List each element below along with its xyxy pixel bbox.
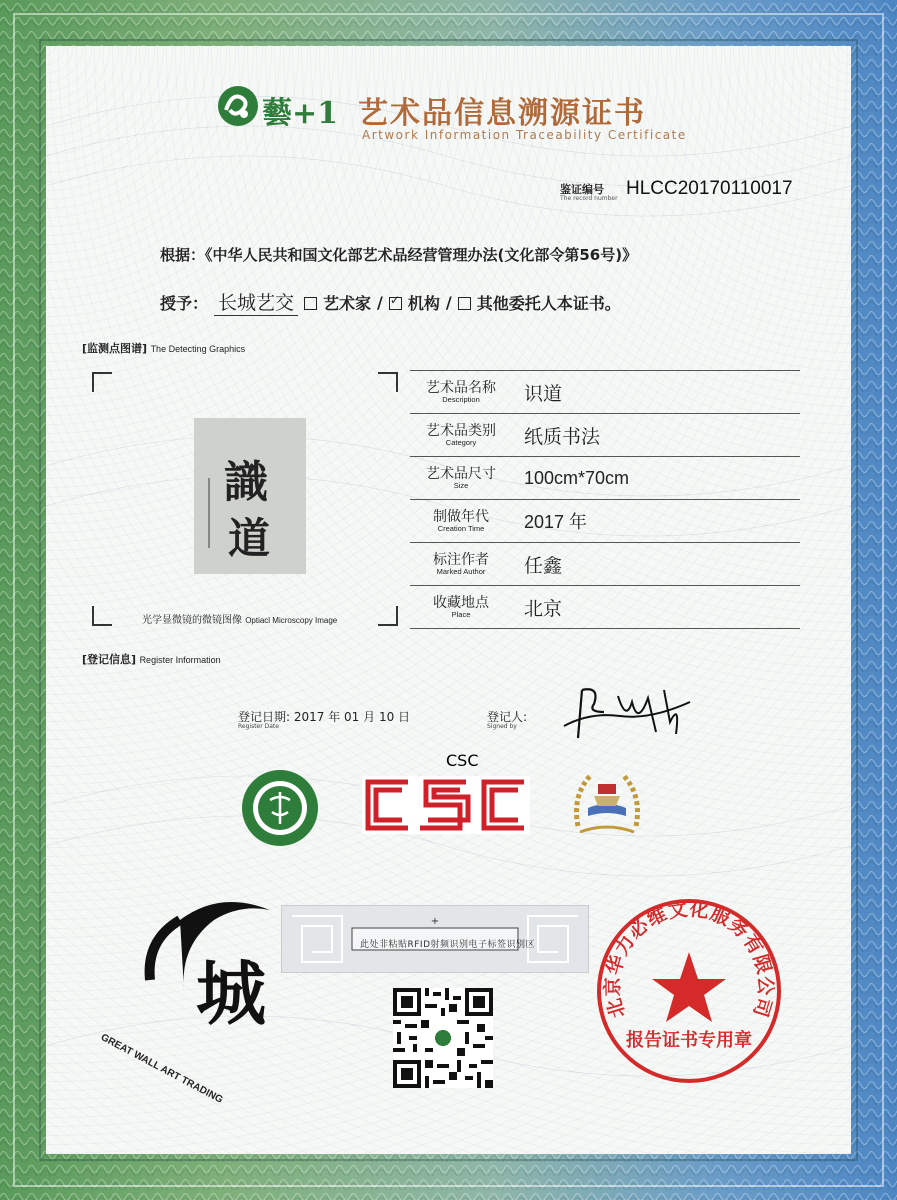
checkbox-institution xyxy=(389,297,402,310)
section-detecting-graphics xyxy=(82,340,245,356)
checkbox-artist xyxy=(304,297,317,310)
certificate-title-en: Artwork Information Traceability Certificate xyxy=(362,128,687,142)
seal-ring-text: 北京华力必维文化服务有限公司 xyxy=(601,898,777,1021)
table-row xyxy=(410,543,800,586)
row-label: 艺术品名称 xyxy=(426,379,496,396)
image-caption-en: Optiacl Microscopy Image xyxy=(245,616,338,625)
row-value: 纸质书法 xyxy=(512,414,800,457)
grantee-name: 长城艺交 xyxy=(214,288,298,316)
row-label-en: Marked Author xyxy=(436,566,486,576)
frame-corner-br xyxy=(378,606,398,626)
table-row xyxy=(410,371,800,414)
section-register-cn: [登记信息] xyxy=(82,653,137,666)
artwork-char-1: 識 xyxy=(224,457,268,508)
table-row xyxy=(410,586,800,629)
great-wall-art-trading-logo xyxy=(140,890,290,1060)
brand-logo-icon xyxy=(216,84,260,128)
option-artist: 艺术家 xyxy=(323,293,372,313)
artwork-info-table xyxy=(410,370,800,629)
option-other: 其他委托人本证书。 xyxy=(476,293,621,313)
registrar-label-en: Signed by xyxy=(487,723,517,730)
row-value: 2017 年 xyxy=(512,500,800,543)
row-value: 北京 xyxy=(512,586,800,629)
certificate-number-label: 鉴证编号 xyxy=(560,183,604,196)
signature xyxy=(560,682,700,742)
row-value: 识道 xyxy=(512,371,800,414)
artwork-image xyxy=(194,418,306,574)
certificate-number-label-en: The record number xyxy=(560,195,618,202)
svg-text:+: + xyxy=(430,916,440,927)
row-value: 100cm*70cm xyxy=(512,457,800,500)
row-label: 制做年代 xyxy=(433,508,489,525)
inspection-association-logo xyxy=(240,768,320,848)
registrar-label: 登记人: xyxy=(487,710,528,724)
frame-corner-tl xyxy=(92,372,112,392)
row-label: 标注作者 xyxy=(433,551,489,568)
register-date-label: 登记日期: xyxy=(238,710,291,724)
laurel-book-logo xyxy=(568,766,646,840)
great-wall-char: 城 xyxy=(196,952,266,1035)
option-institution: 机构 xyxy=(407,293,440,313)
grant-line: 授予： 长城艺交 艺术家 / ✓ 机构 / 其他委托人本证书。 xyxy=(160,288,621,316)
frame-corner-bl xyxy=(92,606,112,626)
image-caption-cn: 光学显微镜的微镜图像 xyxy=(142,615,242,626)
register-date-value: 2017 年 01 月 10 日 xyxy=(293,710,411,724)
register-date xyxy=(238,708,410,730)
section-detect-cn: [监测点图谱] xyxy=(82,342,148,355)
table-row xyxy=(410,457,800,500)
table-row xyxy=(410,414,800,457)
row-label-en: Description xyxy=(442,394,480,404)
csc-logo-text: CSC xyxy=(446,751,479,770)
row-label-en: Category xyxy=(445,437,477,447)
legal-basis: 根据：《中华人民共和国文化部艺术品经营管理办法(文化部令第56号)》 xyxy=(160,246,638,264)
row-label-en: Creation Time xyxy=(437,523,485,533)
section-register-info xyxy=(82,651,221,667)
csc-logo xyxy=(362,751,530,834)
artwork-char-2: 道 xyxy=(228,514,271,563)
registrar xyxy=(487,708,527,730)
image-caption xyxy=(142,611,337,626)
great-wall-text: GREAT WALL ART TRADING xyxy=(98,1032,225,1106)
qr-code-icon[interactable] xyxy=(393,988,493,1088)
section-register-en: Register Information xyxy=(139,655,221,665)
section-detect-en: The Detecting Graphics xyxy=(150,344,246,354)
frame-corner-tr xyxy=(378,372,398,392)
certificate-title: 艺术品信息溯源证书 xyxy=(358,96,646,131)
row-label: 艺术品尺寸 xyxy=(426,465,496,482)
artwork-inscription xyxy=(208,478,210,548)
row-label-en: Size xyxy=(453,480,469,490)
grant-prefix: 授予： xyxy=(160,293,209,313)
rfid-label: 此处非粘贴RFID射频识别电子标签识别区 xyxy=(360,940,536,950)
row-value: 任鑫 xyxy=(512,543,800,586)
table-row xyxy=(410,500,800,543)
seal-bottom-text: 报告证书专用章 xyxy=(626,1030,752,1051)
row-label: 艺术品类别 xyxy=(426,422,496,439)
row-label: 收藏地点 xyxy=(433,594,489,611)
certificate-number: HLCC20170110017 xyxy=(626,178,793,199)
register-date-label-en: Register Date xyxy=(238,723,279,730)
checkbox-other xyxy=(458,297,471,310)
row-label-en: Place xyxy=(451,609,471,619)
company-seal xyxy=(594,896,784,1086)
brand-name: 藝+1 xyxy=(262,96,339,131)
